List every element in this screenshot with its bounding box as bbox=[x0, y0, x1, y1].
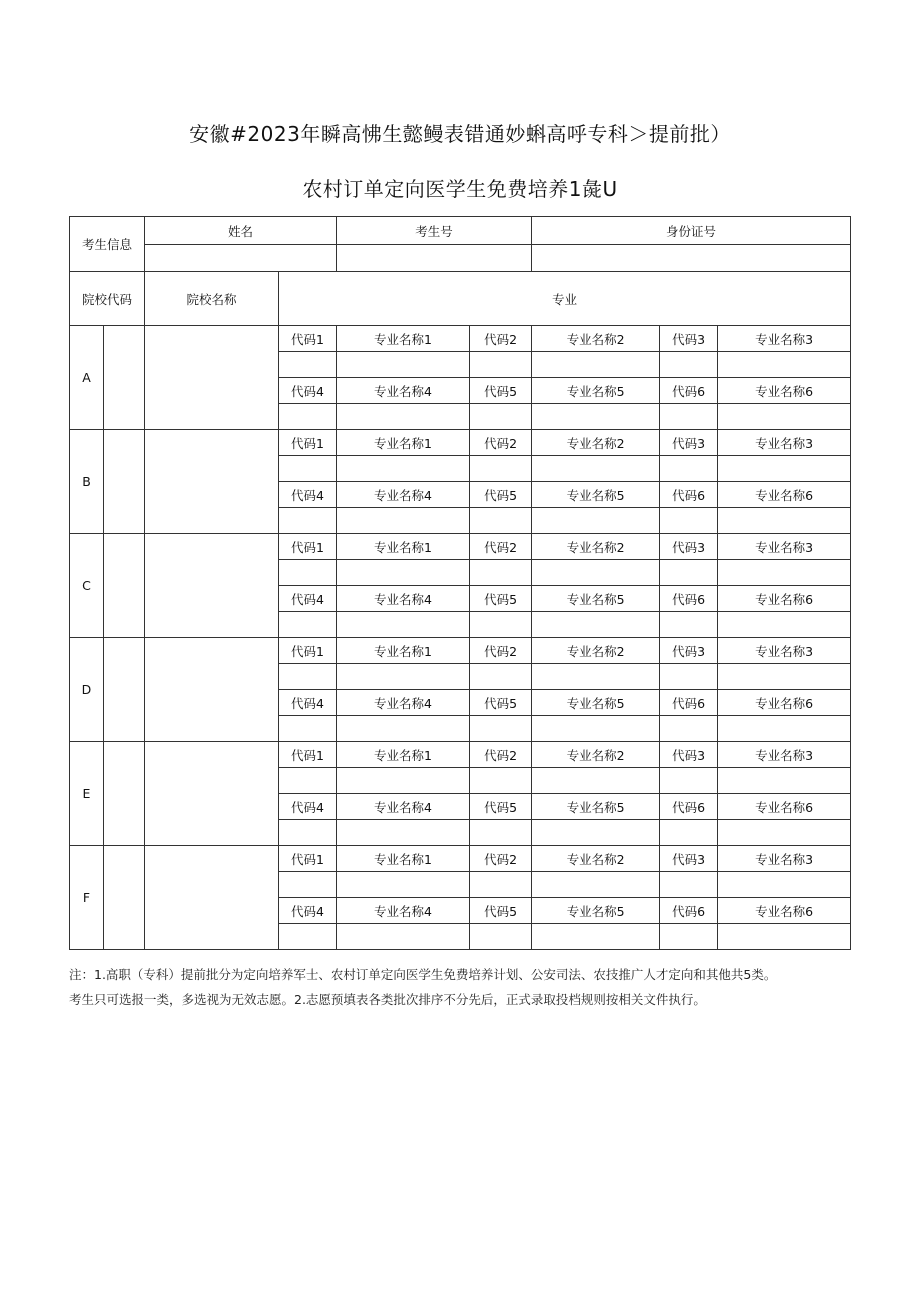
major-name-field-6[interactable] bbox=[718, 508, 851, 534]
major-name-label-2: 专业名称2 bbox=[532, 430, 660, 456]
major-code-field-3[interactable] bbox=[660, 664, 718, 690]
major-name-label-5: 专业名称5 bbox=[532, 482, 660, 508]
major-code-field-5[interactable] bbox=[470, 716, 532, 742]
id-no-field[interactable] bbox=[532, 245, 851, 272]
major-name-field-1[interactable] bbox=[337, 768, 470, 794]
major-name-label-5: 专业名称5 bbox=[532, 690, 660, 716]
major-code-field-4[interactable] bbox=[279, 508, 337, 534]
major-code-label-6: 代码6 bbox=[660, 482, 718, 508]
major-name-field-2[interactable] bbox=[532, 456, 660, 482]
note-line-2: 考生只可选报一类，多选视为无效志愿。2.志愿预填表各类批次排序不分先后，正式录取投档规则按相关文件执行。 bbox=[69, 992, 706, 1007]
major-name-field-2[interactable] bbox=[532, 352, 660, 378]
major-code-field-4[interactable] bbox=[279, 716, 337, 742]
major-name-label-1: 专业名称1 bbox=[337, 534, 470, 560]
major-code-field-2[interactable] bbox=[470, 560, 532, 586]
major-code-label-3: 代码3 bbox=[660, 326, 718, 352]
major-code-label-1: 代码1 bbox=[279, 534, 337, 560]
school-name-field[interactable] bbox=[145, 430, 279, 534]
major-name-label-1: 专业名称1 bbox=[337, 430, 470, 456]
major-name-label-4: 专业名称4 bbox=[337, 482, 470, 508]
major-name-field-4[interactable] bbox=[337, 716, 470, 742]
major-name-field-1[interactable] bbox=[337, 352, 470, 378]
choice-letter: F bbox=[70, 846, 104, 950]
major-name-label-3: 专业名称3 bbox=[718, 430, 851, 456]
major-code-label-3: 代码3 bbox=[660, 742, 718, 768]
form-title: 安徽#2023年瞬高怫生懿鳗表错通妙蝌高呼专科＞提前批） bbox=[189, 122, 731, 146]
school-code-field[interactable] bbox=[104, 534, 145, 638]
major-name-label-5: 专业名称5 bbox=[532, 378, 660, 404]
major-code-label-2: 代码2 bbox=[470, 430, 532, 456]
major-name-label-3: 专业名称3 bbox=[718, 326, 851, 352]
major-code-label-5: 代码5 bbox=[470, 482, 532, 508]
major-code-field-6[interactable] bbox=[660, 924, 718, 950]
major-code-label-5: 代码5 bbox=[470, 794, 532, 820]
school-code-field[interactable] bbox=[104, 638, 145, 742]
major-code-field-3[interactable] bbox=[660, 560, 718, 586]
major-code-label-4: 代码4 bbox=[279, 794, 337, 820]
major-code-label-1: 代码1 bbox=[279, 326, 337, 352]
major-code-label-6: 代码6 bbox=[660, 690, 718, 716]
major-code-label-2: 代码2 bbox=[470, 326, 532, 352]
major-code-field-3[interactable] bbox=[660, 768, 718, 794]
note-line-1: 注：1.高职（专科）提前批分为定向培养军士、农村订单定向医学生免费培养计划、公安司法、农技推广人才定向和其他共5类。 bbox=[69, 967, 777, 982]
major-code-label-6: 代码6 bbox=[660, 794, 718, 820]
major-code-field-5[interactable] bbox=[470, 612, 532, 638]
major-name-field-4[interactable] bbox=[337, 404, 470, 430]
major-name-field-4[interactable] bbox=[337, 820, 470, 846]
major-code-label-1: 代码1 bbox=[279, 430, 337, 456]
major-code-field-4[interactable] bbox=[279, 820, 337, 846]
major-name-label-6: 专业名称6 bbox=[718, 898, 851, 924]
choice-row bbox=[70, 638, 851, 664]
major-name-field-6[interactable] bbox=[718, 404, 851, 430]
major-name-label-6: 专业名称6 bbox=[718, 690, 851, 716]
major-name-label-6: 专业名称6 bbox=[718, 586, 851, 612]
major-name-field-3[interactable] bbox=[718, 560, 851, 586]
major-code-label-2: 代码2 bbox=[470, 846, 532, 872]
major-name-field-1[interactable] bbox=[337, 560, 470, 586]
major-code-label-5: 代码5 bbox=[470, 378, 532, 404]
major-name-label-6: 专业名称6 bbox=[718, 794, 851, 820]
school-name-field[interactable] bbox=[145, 534, 279, 638]
major-name-label-6: 专业名称6 bbox=[718, 482, 851, 508]
major-name-field-1[interactable] bbox=[337, 664, 470, 690]
major-code-label-6: 代码6 bbox=[660, 586, 718, 612]
major-name-field-6[interactable] bbox=[718, 716, 851, 742]
choice-letter: E bbox=[70, 742, 104, 846]
choice-letter: C bbox=[70, 534, 104, 638]
major-code-label-6: 代码6 bbox=[660, 898, 718, 924]
major-name-field-2[interactable] bbox=[532, 872, 660, 898]
major-code-label-5: 代码5 bbox=[470, 586, 532, 612]
exam-no-field[interactable] bbox=[337, 245, 532, 272]
major-name-field-5[interactable] bbox=[532, 924, 660, 950]
choice-row bbox=[70, 742, 851, 768]
name-header: 姓名 bbox=[145, 217, 337, 245]
major-name-field-4[interactable] bbox=[337, 924, 470, 950]
major-name-field-6[interactable] bbox=[718, 820, 851, 846]
school-name-header: 院校名称 bbox=[145, 272, 279, 326]
choice-letter: B bbox=[70, 430, 104, 534]
exam-no-header: 考生号 bbox=[337, 217, 532, 245]
major-name-label-5: 专业名称5 bbox=[532, 794, 660, 820]
major-name-label-5: 专业名称5 bbox=[532, 586, 660, 612]
major-code-label-3: 代码3 bbox=[660, 534, 718, 560]
school-name-field[interactable] bbox=[145, 846, 279, 950]
major-name-label-2: 专业名称2 bbox=[532, 534, 660, 560]
major-code-label-3: 代码3 bbox=[660, 430, 718, 456]
major-name-field-4[interactable] bbox=[337, 508, 470, 534]
major-name-field-3[interactable] bbox=[718, 352, 851, 378]
major-code-field-5[interactable] bbox=[470, 508, 532, 534]
major-code-field-6[interactable] bbox=[660, 820, 718, 846]
major-name-field-1[interactable] bbox=[337, 872, 470, 898]
school-name-field[interactable] bbox=[145, 326, 279, 430]
major-code-field-3[interactable] bbox=[660, 456, 718, 482]
major-code-field-5[interactable] bbox=[470, 924, 532, 950]
major-name-label-1: 专业名称1 bbox=[337, 742, 470, 768]
major-name-field-5[interactable] bbox=[532, 404, 660, 430]
major-name-label-2: 专业名称2 bbox=[532, 742, 660, 768]
major-code-label-2: 代码2 bbox=[470, 742, 532, 768]
major-code-field-1[interactable] bbox=[279, 664, 337, 690]
choice-row bbox=[70, 326, 851, 352]
school-code-field[interactable] bbox=[104, 326, 145, 430]
major-code-field-2[interactable] bbox=[470, 664, 532, 690]
id-no-header: 身份证号 bbox=[532, 217, 851, 245]
school-name-field[interactable] bbox=[145, 638, 279, 742]
major-code-field-1[interactable] bbox=[279, 768, 337, 794]
major-name-label-4: 专业名称4 bbox=[337, 378, 470, 404]
major-code-field-5[interactable] bbox=[470, 820, 532, 846]
school-name-field[interactable] bbox=[145, 742, 279, 846]
major-code-field-4[interactable] bbox=[279, 404, 337, 430]
major-code-label-5: 代码5 bbox=[470, 690, 532, 716]
major-name-label-1: 专业名称1 bbox=[337, 846, 470, 872]
major-name-field-6[interactable] bbox=[718, 612, 851, 638]
major-code-field-6[interactable] bbox=[660, 404, 718, 430]
major-code-label-4: 代码4 bbox=[279, 690, 337, 716]
school-code-field[interactable] bbox=[104, 742, 145, 846]
major-code-field-3[interactable] bbox=[660, 352, 718, 378]
major-name-field-3[interactable] bbox=[718, 664, 851, 690]
major-code-field-1[interactable] bbox=[279, 352, 337, 378]
major-name-field-4[interactable] bbox=[337, 612, 470, 638]
choice-letter: D bbox=[70, 638, 104, 742]
name-field[interactable] bbox=[145, 245, 337, 272]
major-name-field-5[interactable] bbox=[532, 820, 660, 846]
choice-letter: A bbox=[70, 326, 104, 430]
major-name-field-2[interactable] bbox=[532, 560, 660, 586]
major-name-label-1: 专业名称1 bbox=[337, 638, 470, 664]
major-name-label-4: 专业名称4 bbox=[337, 898, 470, 924]
major-code-field-2[interactable] bbox=[470, 768, 532, 794]
major-name-label-4: 专业名称4 bbox=[337, 690, 470, 716]
major-code-label-2: 代码2 bbox=[470, 534, 532, 560]
application-form-table bbox=[69, 216, 851, 950]
notes bbox=[69, 962, 859, 1012]
major-name-field-3[interactable] bbox=[718, 872, 851, 898]
major-name-field-5[interactable] bbox=[532, 508, 660, 534]
major-code-label-1: 代码1 bbox=[279, 742, 337, 768]
major-name-label-3: 专业名称3 bbox=[718, 534, 851, 560]
major-name-label-1: 专业名称1 bbox=[337, 326, 470, 352]
major-code-field-2[interactable] bbox=[470, 872, 532, 898]
major-name-field-6[interactable] bbox=[718, 924, 851, 950]
major-code-field-6[interactable] bbox=[660, 612, 718, 638]
choice-row bbox=[70, 534, 851, 560]
major-code-field-5[interactable] bbox=[470, 404, 532, 430]
student-info-label: 考生信息 bbox=[70, 217, 145, 272]
major-name-label-2: 专业名称2 bbox=[532, 846, 660, 872]
major-code-field-3[interactable] bbox=[660, 872, 718, 898]
major-code-label-4: 代码4 bbox=[279, 586, 337, 612]
major-name-label-4: 专业名称4 bbox=[337, 586, 470, 612]
major-code-label-4: 代码4 bbox=[279, 898, 337, 924]
form-subtitle: 农村订单定向医学生免费培养1彘U bbox=[302, 177, 618, 201]
major-code-field-2[interactable] bbox=[470, 456, 532, 482]
major-code-label-4: 代码4 bbox=[279, 482, 337, 508]
major-name-field-2[interactable] bbox=[532, 768, 660, 794]
major-name-label-2: 专业名称2 bbox=[532, 326, 660, 352]
major-name-field-1[interactable] bbox=[337, 456, 470, 482]
major-name-label-3: 专业名称3 bbox=[718, 742, 851, 768]
major-code-field-6[interactable] bbox=[660, 716, 718, 742]
major-code-field-6[interactable] bbox=[660, 508, 718, 534]
major-code-label-4: 代码4 bbox=[279, 378, 337, 404]
major-name-label-6: 专业名称6 bbox=[718, 378, 851, 404]
major-code-field-1[interactable] bbox=[279, 456, 337, 482]
major-code-label-5: 代码5 bbox=[470, 898, 532, 924]
school-code-header: 院校代码 bbox=[70, 272, 145, 326]
major-name-label-2: 专业名称2 bbox=[532, 638, 660, 664]
major-name-label-5: 专业名称5 bbox=[532, 898, 660, 924]
major-name-field-3[interactable] bbox=[718, 456, 851, 482]
major-name-label-3: 专业名称3 bbox=[718, 638, 851, 664]
major-code-label-1: 代码1 bbox=[279, 638, 337, 664]
major-name-label-4: 专业名称4 bbox=[337, 794, 470, 820]
major-code-label-6: 代码6 bbox=[660, 378, 718, 404]
major-code-field-4[interactable] bbox=[279, 924, 337, 950]
major-name-field-2[interactable] bbox=[532, 664, 660, 690]
major-header: 专业 bbox=[279, 272, 851, 326]
major-code-field-2[interactable] bbox=[470, 352, 532, 378]
choice-row bbox=[70, 846, 851, 872]
major-code-label-3: 代码3 bbox=[660, 846, 718, 872]
major-name-field-5[interactable] bbox=[532, 716, 660, 742]
major-code-field-1[interactable] bbox=[279, 872, 337, 898]
major-name-field-5[interactable] bbox=[532, 612, 660, 638]
major-code-label-3: 代码3 bbox=[660, 638, 718, 664]
school-code-field[interactable] bbox=[104, 846, 145, 950]
major-name-label-3: 专业名称3 bbox=[718, 846, 851, 872]
school-code-field[interactable] bbox=[104, 430, 145, 534]
major-code-field-1[interactable] bbox=[279, 560, 337, 586]
major-code-label-2: 代码2 bbox=[470, 638, 532, 664]
major-name-field-3[interactable] bbox=[718, 768, 851, 794]
choice-row bbox=[70, 430, 851, 456]
major-code-label-1: 代码1 bbox=[279, 846, 337, 872]
major-code-field-4[interactable] bbox=[279, 612, 337, 638]
